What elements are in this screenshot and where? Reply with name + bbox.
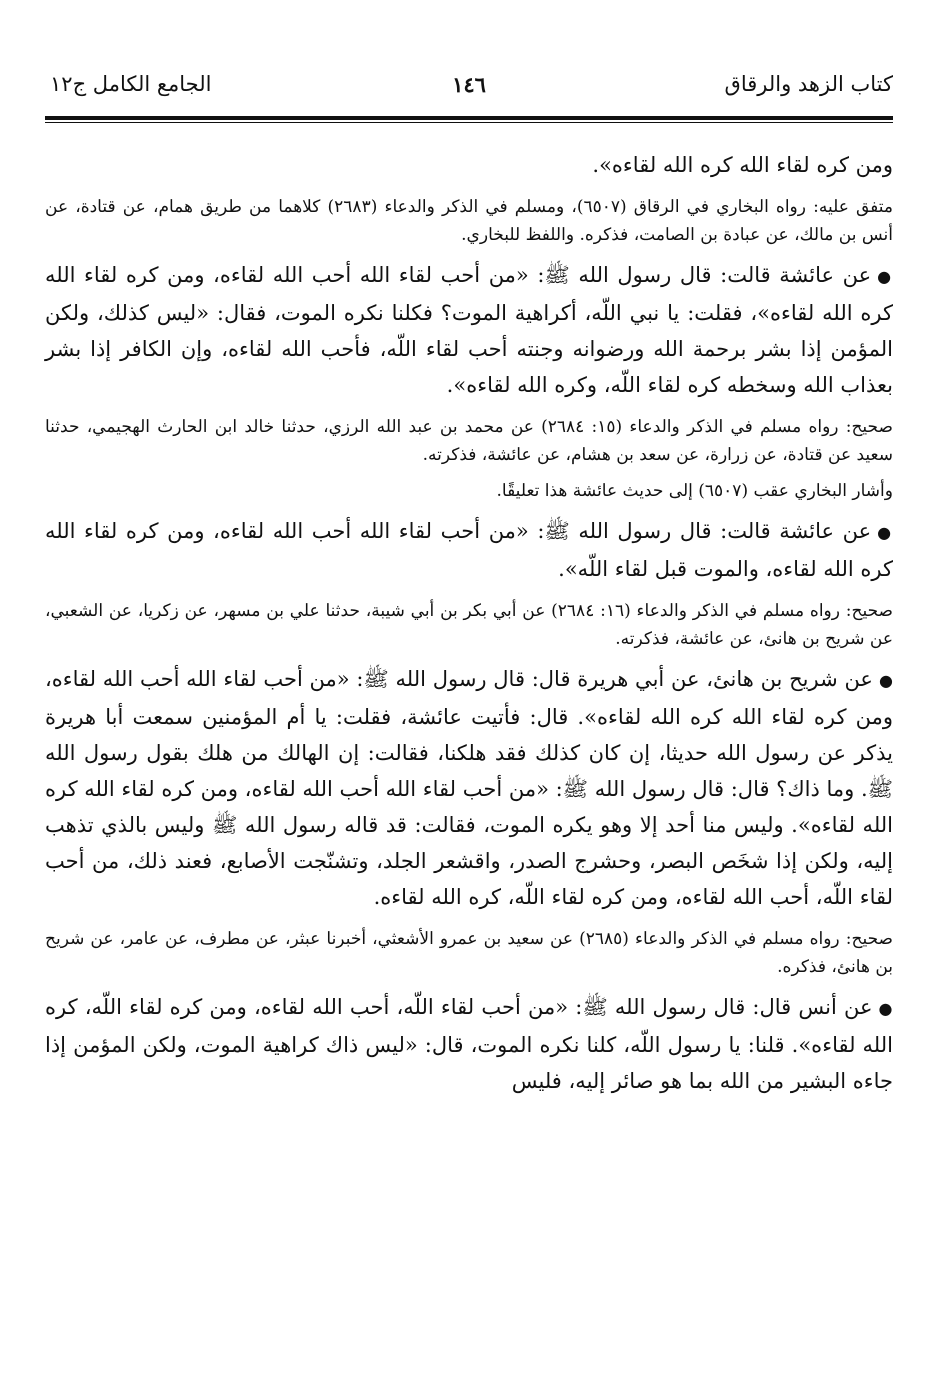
takhrij-note (45, 925, 893, 981)
header-rule-thick (45, 116, 893, 120)
hadith-paragraph (45, 513, 893, 587)
bullet-icon: ● (877, 523, 893, 542)
paragraph-text: متفق عليه: رواه البخاري في الرقاق (٦٥٠٧)، ومسلم في الذكر والدعاء (٢٦٨٣) كلاهما من طريق همام، عن قتادة، عن أنس بن مالك، عن عبادة بن الصامت، فذكره. واللفظ للبخاري. (45, 197, 893, 245)
page-content (45, 147, 893, 1099)
hadith-paragraph (45, 989, 893, 1099)
paragraph-text: ومن كره لقاء الله كره الله لقاءه». (592, 153, 893, 177)
bullet-icon: ● (878, 999, 894, 1018)
takhrij-note (45, 477, 893, 505)
paragraph-text: وأشار البخاري عقب (٦٥٠٧) إلى حديث عائشة هذا تعليقًا. (496, 481, 893, 501)
page-number: ١٤٦ (452, 72, 486, 97)
takhrij-note (45, 193, 893, 249)
hadith-paragraph (45, 257, 893, 403)
header-rule-thin (45, 122, 893, 123)
paragraph-text: صحيح: رواه مسلم في الذكر والدعاء (٢٦٨٥) عن سعيد بن عمرو الأشعثي، أخبرنا عبثر، عن مطرف، عن عامر، عن شريح بن هانئ، فذكره. (45, 929, 893, 977)
hadith-paragraph (45, 147, 893, 183)
paragraph-text: عن عائشة قالت: قال رسول الله ﷺ: «من أحب لقاء الله أحب الله لقاءه، ومن كره لقاء الله كره الله لقاءه، والموت قبل لقاء اللّه». (45, 519, 893, 581)
paragraph-text: صحيح: رواه مسلم في الذكر والدعاء (١٥: ٢٦٨٤) عن محمد بن عبد الله الرزي، حدثنا خالد ابن الحارث الهجيمي، حدثنا سعيد عن قتادة، عن زرارة، عن سعد بن هشام، عن عائشة، فذكرته. (45, 417, 893, 465)
bullet-icon: ● (877, 267, 893, 286)
paragraph-text: عن شريح بن هانئ، عن أبي هريرة قال: قال رسول الله ﷺ: «من أحب لقاء الله أحب الله لقاءه، ومن كره لقاء الله كره الله لقاءه». قال: فأتيت عائشة، فقلت: يا أم المؤمنين سمعت أبا هريرة يذكر عن رسول الله حديثا، إن كان كذلك فقد هلكنا، فقالت: إن الهالك من هلك بقول رسول الله ﷺ. وما ذاك؟ قال: قال رسول الله ﷺ: «من أحب لقاء الله أحب الله لقاءه، ومن كره لقاء الله كره الله لقاءه». وليس منا أحد إلا وهو يكره الموت، فقالت: قد قاله رسول الله ﷺ وليس بالذي تذهب إليه، ولكن إذا شخَص البصر، وحشرج الصدر، واقشعر الجلد، وتشنّجت الأصابع، فعند ذلك، من أحب لقاء اللّه، أحب الله لقاءه، ومن كره لقاء اللّه، كره الله لقاءه. (45, 667, 893, 909)
bullet-icon: ● (878, 671, 893, 690)
header-book-title: الجامع الكامل ج١٢ (50, 72, 212, 96)
paragraph-text: صحيح: رواه مسلم في الذكر والدعاء (١٦: ٢٦٨٤) عن أبي بكر بن أبي شيبة، حدثنا علي بن مسهر، عن زكريا، عن الشعبي، عن شريح بن هانئ، عن عائشة، فذكرته. (45, 601, 893, 649)
paragraph-text: عن أنس قال: قال رسول الله ﷺ: «من أحب لقاء اللّه، أحب الله لقاءه، ومن كره لقاء اللّه، كره الله لقاءه». قلنا: يا رسول اللّه، كلنا نكره الموت، قال: «ليس ذاك كراهية الموت، ولكن المؤمن إذا جاءه البشير من الله بما هو صائر إليه، فليس (45, 995, 893, 1093)
paragraph-text: عن عائشة قالت: قال رسول الله ﷺ: «من أحب لقاء الله أحب الله لقاءه، ومن كره لقاء الله كره الله لقاءه»، فقلت: يا نبي اللّه، أكراهية الموت؟ فكلنا نكره الموت، فقال: «ليس كذلك، ولكن المؤمن إذا بشر برحمة الله ورضوانه وجنته أحب لقاء اللّه، فأحب الله لقاءه، وإن الكافر إذا بشر بعذاب الله وسخطه كره لقاء اللّه، وكره الله لقاءه». (45, 263, 893, 397)
header-chapter-title: كتاب الزهد والرقاق (724, 72, 893, 96)
hadith-paragraph (45, 661, 893, 915)
book-page (45, 62, 893, 1109)
page-header (45, 62, 893, 102)
takhrij-note (45, 597, 893, 653)
takhrij-note (45, 413, 893, 469)
